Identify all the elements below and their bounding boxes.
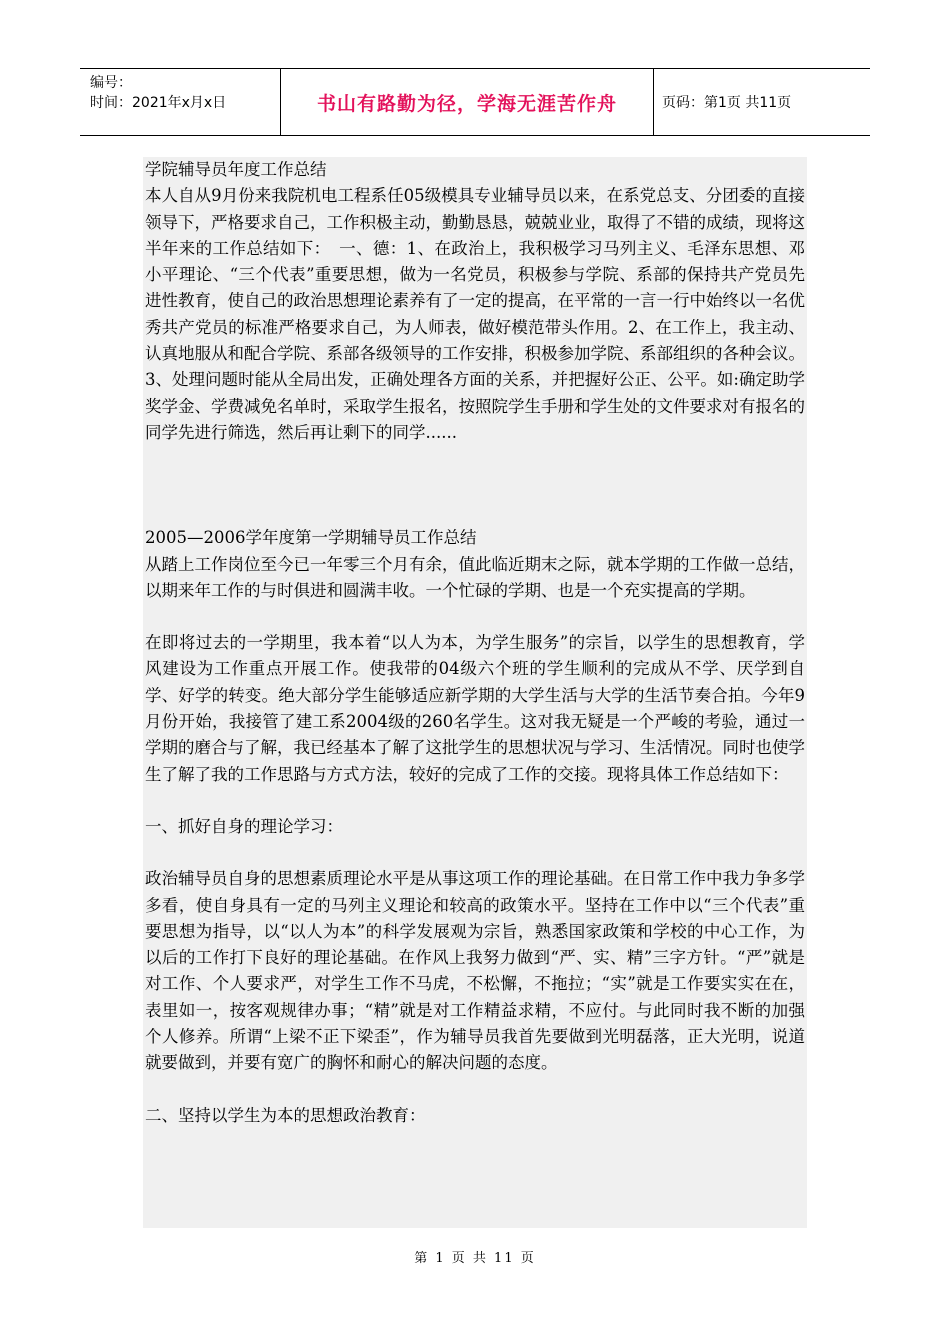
paragraph: 在即将过去的一学期里，我本着“以人为本，为学生服务”的宗旨，以学生的思想教育，学风建设为工作重点开展工作。使我带的04级六个班的学生顺利的完成从不学、厌学到自学、好学的转变。绝大部分学生能够适应新学期的大学生活与大学的生活节奏合拍。今年9月份开始，我接管了建工系2004级的260名学生。这对我无疑是一个严峻的考验，通过一学期的磨合与了解，我已经基本了解了这批学生的思想状况与学习、生活情况。同时也使学生了解了我的工作思路与方式方法，较好的完成了工作的交接。现将具体工作总结如下：: [145, 633, 805, 784]
header-motto: 书山有路勤为径，学海无涯苦作舟: [281, 69, 654, 135]
header-meta: [80, 69, 281, 135]
document-body: [143, 157, 807, 1228]
page-footer: 第 1 页 共 11 页: [414, 1251, 536, 1266]
document-time-label: 时间：2021年x月x日: [90, 95, 227, 111]
page-header: [80, 68, 870, 136]
header-page-info: 页码：第1页 共11页: [662, 95, 792, 111]
section-spacer: [145, 446, 805, 525]
paragraph: 从踏上工作岗位至今已一年零三个月有余，值此临近期末之际，就本学期的工作做一总结，以期来年工作的与时俱进和圆满丰收。一个忙碌的学期、也是一个充实提高的学期。: [145, 554, 805, 600]
subheading: 二、坚持以学生为本的思想政治教育：: [145, 1105, 426, 1125]
section-title: 2005—2006学年度第一学期辅导员工作总结: [145, 528, 477, 548]
subheading: 一、抓好自身的理论学习：: [145, 816, 343, 836]
section-title: 学院辅导员年度工作总结: [145, 160, 327, 179]
paragraph: 政治辅导员自身的思想素质理论水平是从事这项工作的理论基础。在日常工作中我力争多学多看，使自身具有一定的马列主义理论和较高的政策水平。坚持在工作中以“三个代表”重要思想为指导，以“以人为本”的科学发展观为宗旨，熟悉国家政策和学校的中心工作，为以后的工作打下良好的理论基础。在作风上我努力做到“严、实、精”三字方针。“严”就是对工作、个人要求严，对学生工作不马虎，不松懈，不拖拉；“实”就是工作要实实在在，表里如一，按客观规律办事；“精”就是对工作精益求精，不应付。与此同时我不断的加强个人修养。所谓“上梁不正下梁歪”，作为辅导员我首先要做到光明磊落，正大光明，说道就要做到，并要有宽广的胸怀和耐心的解决问题的态度。: [145, 869, 805, 1073]
section-body: 本人自从9月份来我院机电工程系任05级模具专业辅导员以来，在系党总支、分团委的直接领导下，严格要求自己，工作积极主动，勤勤恳恳，兢兢业业，取得了不错的成绩，现将这半年来的工作总结如下： 一、德：1、在政治上，我积极学习马列主义、毛泽东思想、邓小平理论、“三个代表”重要思想，做为一名党员，积极参与学院、系部的保持共产党员先进性教育，使自己的政治思想理论素养有了一定的提高，在平常的一言一行中始终以一名优秀共产党员的标准严格要求自己，为人师表，做好模范带头作用。2、在工作上，我主动、认真地服从和配合学院、系部各级领导的工作安排，积极参加学院、系部组织的各种会议。3、处理问题时能从全局出发，正确处理各方面的关系，并把握好公正、公平。如:确定助学奖学金、学费减免名单时，采取学生报名，按照院学生手册和学生处的文件要求对有报名的同学先进行筛选，然后再让剩下的同学......: [145, 186, 805, 442]
document-number-label: 编号：: [90, 75, 132, 91]
